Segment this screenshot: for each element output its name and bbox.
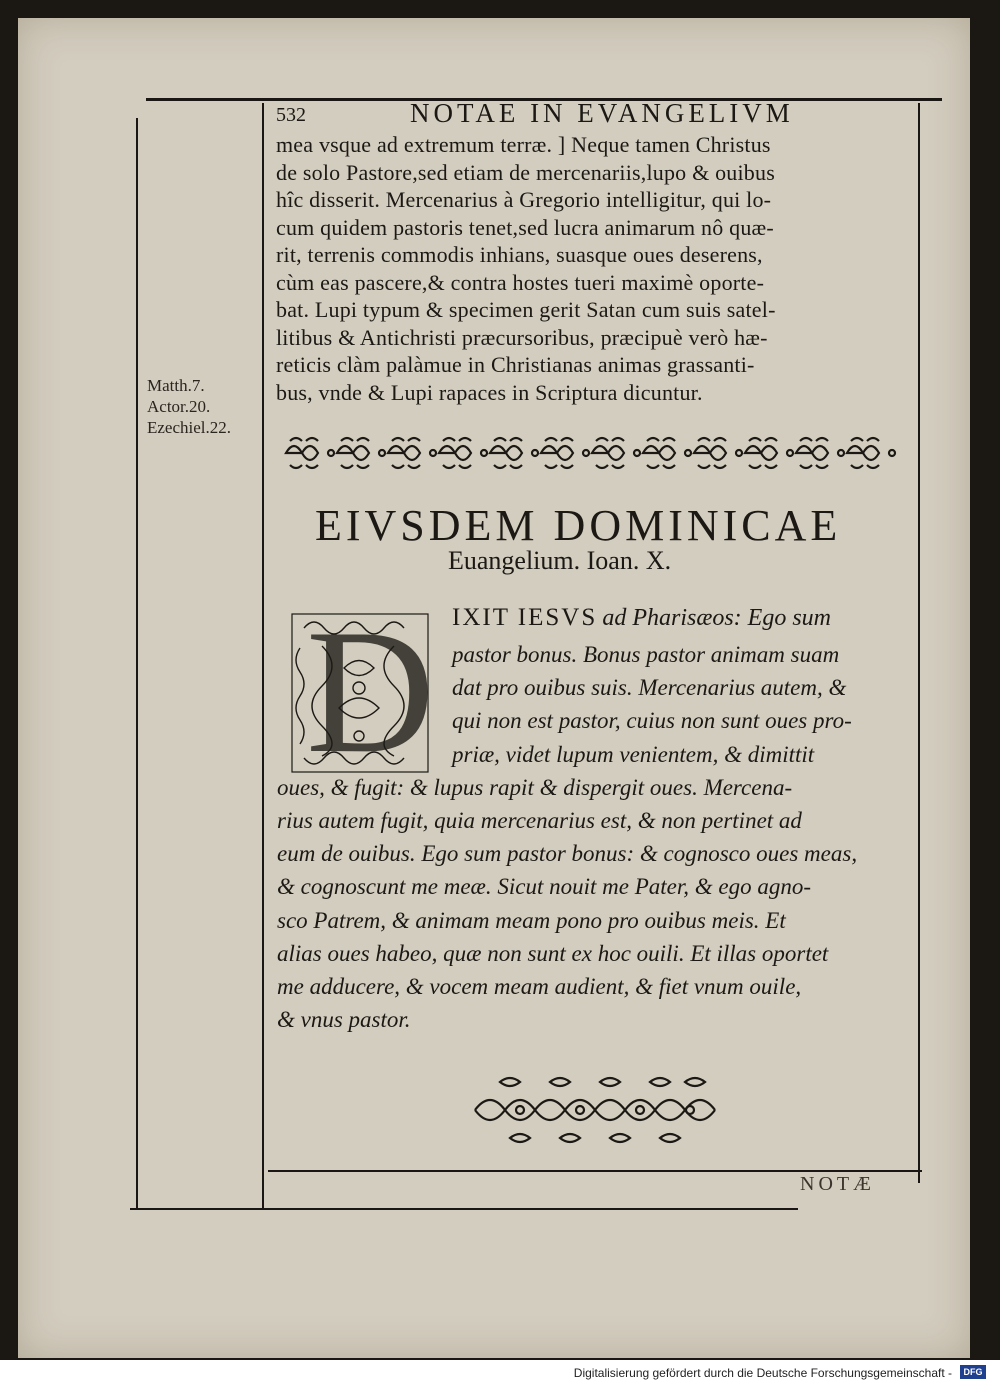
ornament-motif bbox=[490, 438, 522, 468]
ornament-dot bbox=[532, 450, 538, 456]
ornament-dot bbox=[787, 450, 793, 456]
bottom-rule bbox=[268, 1170, 922, 1172]
ornament-motif bbox=[643, 438, 675, 468]
gospel-line: dat pro ouibus suis. Mercenarius autem, & bbox=[452, 675, 847, 701]
commentary-line: bus, vnde & Lupi rapaces in Scriptura dicuntur. bbox=[276, 379, 703, 405]
outer-bottom-rule bbox=[130, 1208, 798, 1210]
ornament-dot bbox=[583, 450, 589, 456]
tail-ornament bbox=[470, 1072, 730, 1152]
ornamental-band bbox=[280, 433, 900, 473]
gospel-line: pastor bonus. Bonus pastor animam suam bbox=[452, 642, 840, 667]
commentary-line: cùm eas pascere,& contra hostes tueri maximè oporte- bbox=[276, 269, 765, 295]
margin-frame-left-rule bbox=[136, 118, 138, 1208]
drop-cap-letter: D bbox=[306, 592, 435, 790]
gospel-line: oues, & fugit: & lupus rapit & dispergit oues. Mercena- bbox=[277, 774, 793, 800]
ornament-dot bbox=[838, 450, 844, 456]
margin-reference: Ezechiel.22. bbox=[147, 418, 232, 437]
section-title: EIVSDEM DOMINICAE bbox=[315, 501, 842, 550]
text-frame-right-rule bbox=[918, 103, 920, 1183]
section-subtitle: Euangelium. Ioan. X. bbox=[448, 546, 672, 575]
ornament-motif bbox=[337, 438, 369, 468]
ornament-dot bbox=[736, 450, 742, 456]
commentary-line: hîc disserit. Mercenarius à Gregorio intelligitur, qui lo- bbox=[276, 187, 772, 212]
ornament-dot bbox=[685, 450, 691, 456]
gospel-opening-italic: ad Pharisæos: Ego sum bbox=[602, 605, 832, 631]
margin-reference: Matth.7. bbox=[147, 376, 205, 395]
drop-cap bbox=[284, 592, 435, 790]
ornament-dot bbox=[328, 450, 334, 456]
gospel-line: qui non est pastor, cuius non sunt oues pro- bbox=[452, 708, 852, 734]
gospel-line: & vnus pastor. bbox=[277, 1007, 411, 1033]
gospel-line: & cognoscunt me meæ. Sicut nouit me Pater, & ego agno- bbox=[277, 874, 812, 900]
gospel-line: sco Patrem, & animam meam pono pro ouibus meis. Et bbox=[277, 907, 786, 933]
gospel-line: priæ, videt lupum venientem, & dimittit bbox=[452, 741, 815, 767]
funding-credit: Digitalisierung gefördert durch die Deutsche Forschungsgemeinschaft - bbox=[573, 1366, 952, 1380]
gospel-line: rius autem fugit, quia mercenarius est, & non pertinet ad bbox=[277, 808, 802, 833]
ornament-motif bbox=[286, 438, 318, 468]
commentary-line: mea vsque ad extremum terræ. ] Neque tamen Christus bbox=[276, 132, 771, 157]
ornament-motif bbox=[439, 438, 471, 468]
ornament-motif bbox=[745, 438, 777, 468]
commentary-line: rit, terrenis commodis inhians, suasque oues deserens, bbox=[276, 242, 763, 267]
ornament-motif bbox=[592, 438, 624, 468]
gospel-line: alias oues habeo, quæ non sunt ex hoc ouili. Et illas oportet bbox=[277, 940, 829, 966]
ornament-dot bbox=[889, 450, 895, 456]
gospel-first-line bbox=[452, 604, 831, 632]
ornament-dot bbox=[481, 450, 487, 456]
commentary-line: de solo Pastore,sed etiam de mercenariis,lupo & ouibus bbox=[276, 159, 775, 185]
page-number: 532 bbox=[276, 104, 306, 126]
gospel-line: eum de ouibus. Ego sum pastor bonus: & cognosco oues meas, bbox=[277, 841, 858, 867]
ornament-motif bbox=[796, 438, 828, 468]
ornament-motif bbox=[847, 438, 879, 468]
running-title: NOTAE IN EVANGELIVM bbox=[410, 98, 794, 128]
ornament-motif bbox=[694, 438, 726, 468]
gospel-opening-caps: IXIT IESVS bbox=[452, 604, 598, 631]
ornament-dot bbox=[634, 450, 640, 456]
commentary-line: litibus & Antichristi præcursoribus, præcipuè verò hæ- bbox=[276, 324, 768, 350]
catchword: NOTÆ bbox=[800, 1173, 875, 1195]
ornament-motif bbox=[541, 438, 573, 468]
ornament-dot bbox=[379, 450, 385, 456]
dfg-logo: DFG bbox=[960, 1365, 986, 1379]
commentary-line: reticis clàm palàmue in Christianas animas grassanti- bbox=[276, 352, 755, 377]
ornament-motif bbox=[388, 438, 420, 468]
margin-reference: Actor.20. bbox=[147, 397, 211, 416]
gospel-line: me adducere, & vocem meam audient, & fiet vnum ouile, bbox=[277, 974, 802, 999]
text-frame-left-rule bbox=[262, 103, 264, 1208]
commentary-line: bat. Lupi typum & specimen gerit Satan cum suis satel- bbox=[276, 297, 776, 322]
commentary-line: cum quidem pastoris tenet,sed lucra animarum nô quæ- bbox=[276, 214, 774, 240]
ornament-dot bbox=[430, 450, 436, 456]
